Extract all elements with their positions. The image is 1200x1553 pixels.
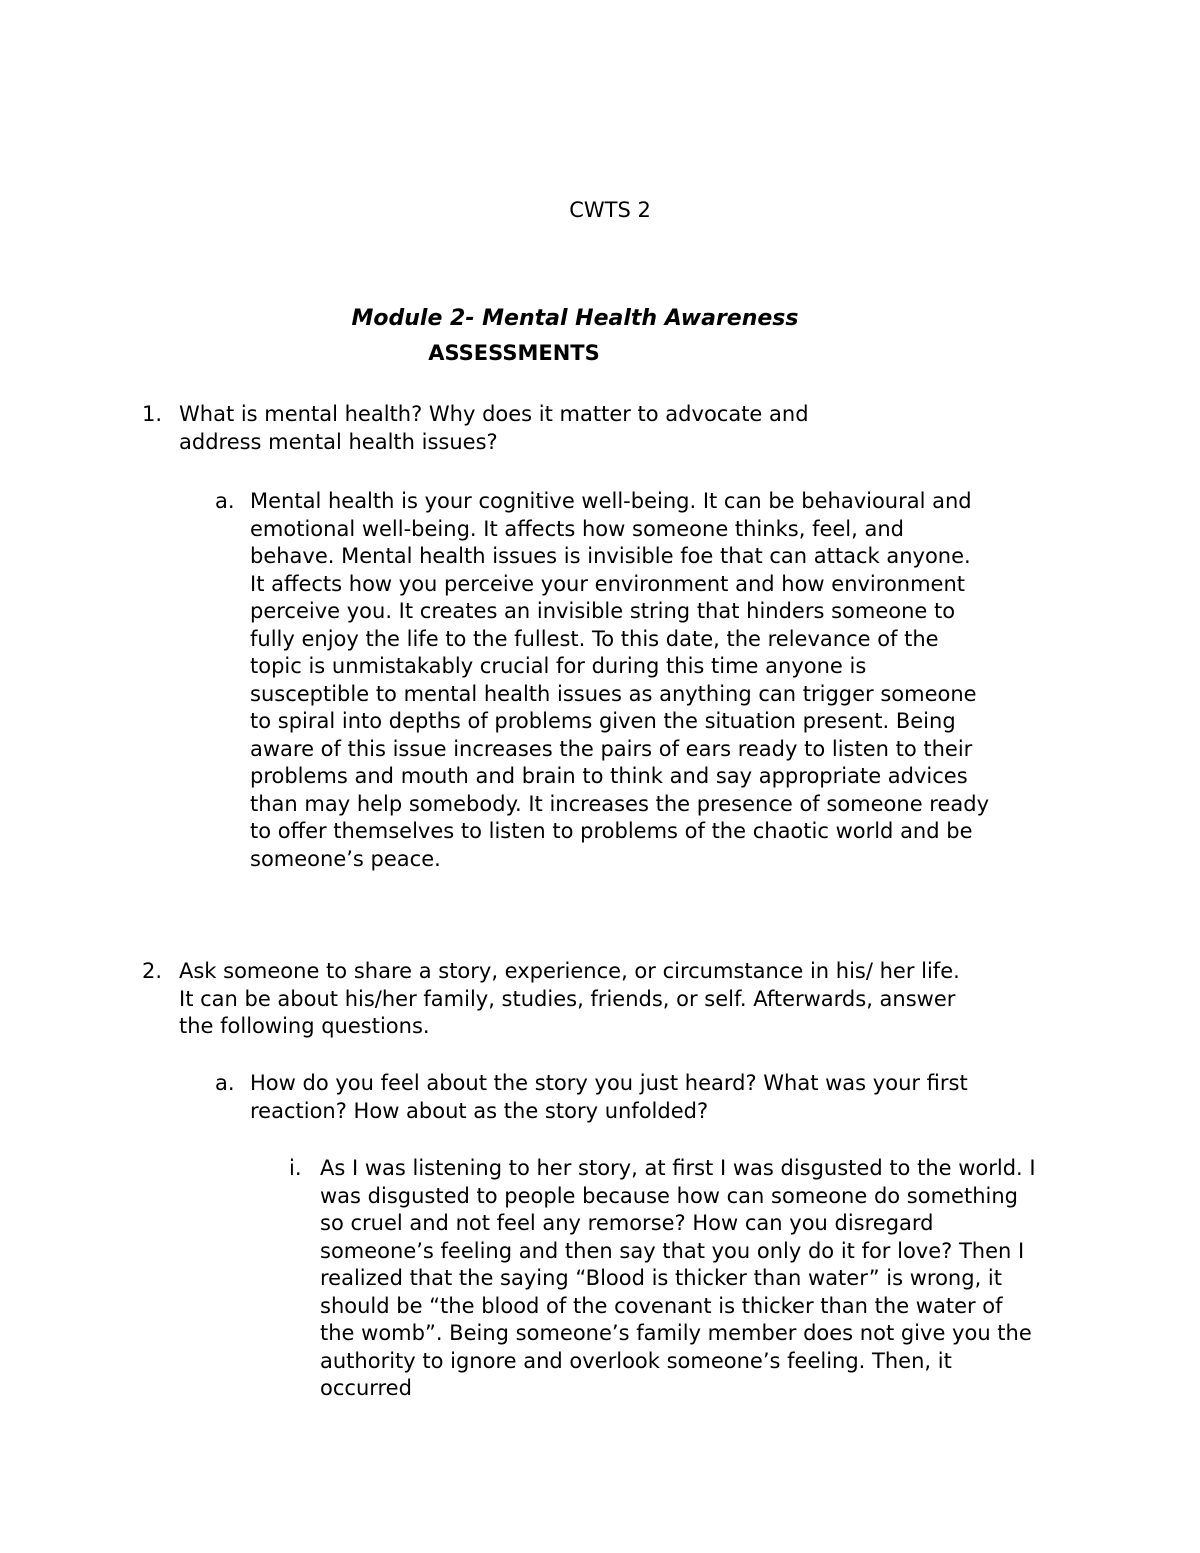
question-1-answer-text: Mental health is your cognitive well-being. It can be behavioural and emotional well-being. It affects how someone thinks, feel, and behave. Mental health issues is invisible foe that can attack anyone. It affects how you perceive your environment and how environment perceive you. It creates an invisible string that hinders someone to fully enjoy the life to the fullest. To this date, the relevance of the topic is unmistakably crucial for during this time anyone is susceptible to mental health issues as anything can trigger someone to spiral into depths of problems given the situation present. Being aware of this issue increases the pairs of ears ready to listen to their problems and mouth and brain to think and say appropriate advices than may help somebody. It increases the presence of someone ready to offer themselves to listen to problems of the chaotic world and be someone’s peace. — [250, 489, 990, 871]
question-1-answer-marker: a. — [215, 489, 235, 513]
question-1-number: 1. — [142, 402, 163, 426]
subquestion-a-text: How do you feel about the story you just heard? What was your first reaction? How about as the story unfolded? — [250, 1071, 968, 1123]
question-2-number: 2. — [142, 959, 163, 983]
section-title: ASSESSMENTS — [428, 341, 600, 365]
course-code: CWTS 2 — [569, 198, 651, 222]
question-1-text: What is mental health? Why does it matter to advocate and address mental health issues? — [179, 402, 809, 454]
module-title: Module 2- Mental Health Awareness — [351, 306, 799, 331]
subquestion-a-answer-marker: i. — [289, 1156, 302, 1180]
subquestion-a-marker: a. — [215, 1071, 235, 1095]
subquestion-a-answer-text: As I was listening to her story, at first I was disgusted to the world. I was disgusted to people because how can someone do something so cruel and not feel any remorse? How can you disregard someone’s feeling and then say that you only do it for love? Then I realized that the saying “Blood is thicker than water” is wrong, it should be “the blood of the covenant is thicker than the water of the womb”. Being someone’s family member does not give you the authority to ignore and overlook someone’s feeling. Then, it occurred — [320, 1156, 1036, 1400]
question-2-text: Ask someone to share a story, experience, or circumstance in his/ her life. It can be about his/her family, studies, friends, or self. Afterwards, answer the following questions. — [179, 959, 960, 1038]
